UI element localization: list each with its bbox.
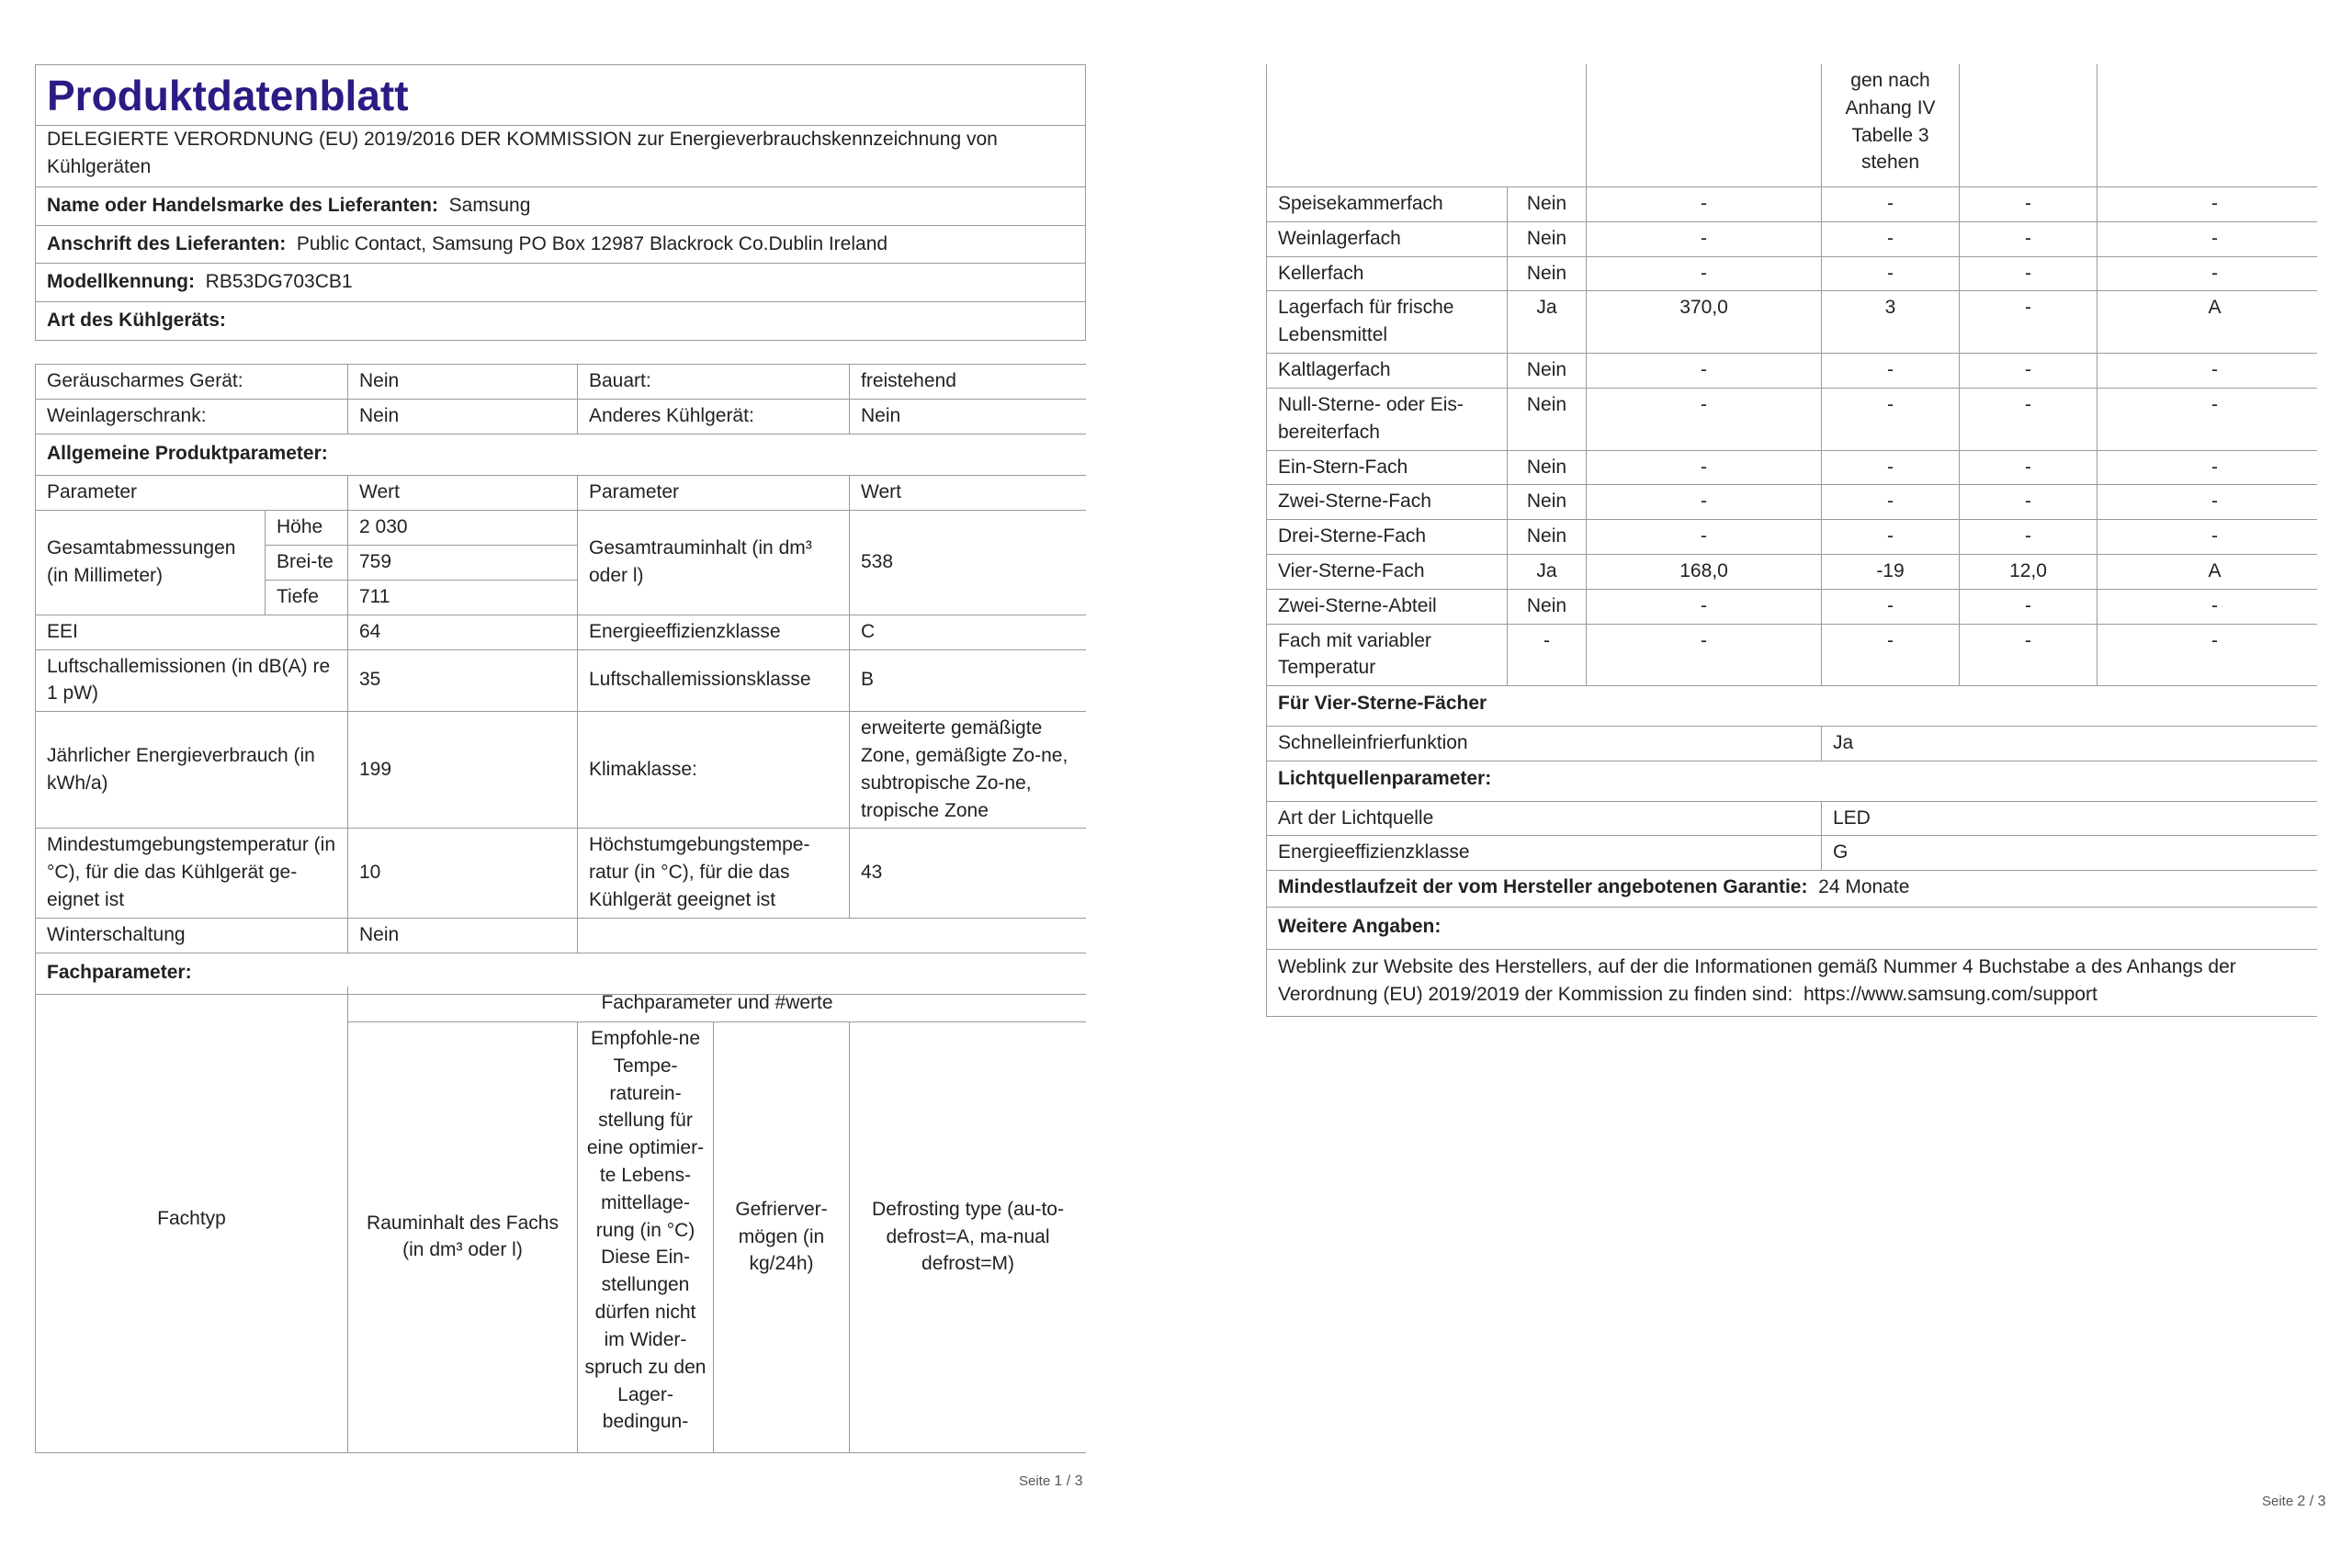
warranty-value: 24 Monate [1818, 876, 1910, 898]
depth-label: Tiefe [266, 580, 348, 615]
compartment-temp: -19 [1822, 554, 1960, 589]
compartment-name: Lagerfach für frische Lebensmittel [1267, 291, 1508, 354]
compartment-freeze: - [1960, 520, 2098, 555]
noise-class-label: Luftschallemissionsklasse [578, 649, 850, 712]
compartment-volume: 168,0 [1587, 554, 1822, 589]
compartment-name: Speisekammerfach [1267, 187, 1508, 222]
compartment-defrost: - [2098, 520, 2318, 555]
compartment-defrost: - [2098, 388, 2318, 450]
compartment-freeze: - [1960, 354, 2098, 389]
table-row [1267, 801, 2318, 836]
col-compartment-type: Fachtyp [36, 987, 348, 1453]
compartment-volume: - [1587, 624, 1822, 686]
eei-value: 64 [348, 615, 578, 649]
compartment-row [1267, 624, 2318, 686]
fast-freeze-label: Schnelleinfrierfunktion [1267, 727, 1822, 761]
min-temp-value: 10 [348, 829, 578, 918]
winter-value: Nein [348, 918, 578, 953]
general-params-table [35, 364, 1086, 995]
page-title: Produktdatenblatt [36, 65, 1085, 126]
compartment-temp: - [1822, 589, 1960, 624]
address-row [36, 226, 1085, 265]
compartment-temp: 3 [1822, 291, 1960, 354]
noise-label: Luftschallemissionen (in dB(A) re 1 pW) [36, 649, 348, 712]
empty-cell [2098, 64, 2318, 187]
max-temp-label: Höchstumgebungstempe-ratur (in °C), für die das Kühlgerät geeignet ist [578, 829, 850, 918]
address-value: Public Contact, Samsung PO Box 12987 Blackrock Co.Dublin Ireland [296, 232, 888, 254]
model-value: RB53DG703CB1 [205, 271, 353, 293]
empty-cell [1960, 64, 2098, 187]
compartment-freeze: 12,0 [1960, 554, 2098, 589]
compartment-temp: - [1822, 256, 1960, 291]
table-row [1267, 908, 2318, 950]
light-type-value: LED [1822, 801, 2318, 836]
compartment-temp: - [1822, 520, 1960, 555]
compartment-temp: - [1822, 388, 1960, 450]
compartment-row [1267, 221, 2318, 256]
compartment-defrost: - [2098, 450, 2318, 485]
table-row [1267, 686, 2318, 726]
weblink-text: Weblink zur Website des Herstellers, auf der die Informationen gemäß Nummer 4 Buchstabe a des Anhangs der Verordnung (EU) 2019/2019 der Kommission zu finden sind: [1278, 955, 2236, 1005]
noise-value: 35 [348, 649, 578, 712]
compartment-defrost: - [2098, 187, 2318, 222]
compartment-name: Ein-Stern-Fach [1267, 450, 1508, 485]
compartment-volume: 370,0 [1587, 291, 1822, 354]
table-row [1267, 64, 2318, 187]
four-star-heading: Für Vier-Sterne-Fächer [1267, 686, 2318, 726]
table-row [36, 365, 1087, 400]
col-recommended-temp: Empfohle-ne Tempe-raturein-stellung für eine optimier-te Lebens-mittellage-rung (in °C) Diese Ein-stellungen dürfen nicht im Wider-spruch zu den Lager-bedingun- [578, 1021, 714, 1452]
max-temp-value: 43 [850, 829, 1087, 918]
col-defrost-type: Defrosting type (au-to-defrost=A, ma-nual defrost=M) [850, 1021, 1087, 1452]
compartment-table-continued [1266, 64, 2317, 1017]
volume-value: 538 [850, 511, 1087, 615]
compartment-name: Drei-Sterne-Fach [1267, 520, 1508, 555]
compartment-defrost: - [2098, 354, 2318, 389]
supplier-row [36, 187, 1085, 226]
compartment-temp: - [1822, 485, 1960, 520]
header-value-1: Wert [348, 476, 578, 511]
compartment-group-header: Fachparameter und #werte [348, 987, 1087, 1021]
light-type-label: Art der Lichtquelle [1267, 801, 1822, 836]
light-source-heading: Lichtquellenparameter: [1267, 761, 2318, 801]
climate-class-value: erweiterte gemäßigte Zone, gemäßigte Zo-ne, subtropische Zo-ne, tropische Zone [850, 712, 1087, 829]
compartment-name: Kaltlagerfach [1267, 354, 1508, 389]
more-info-heading: Weitere Angaben: [1267, 908, 2318, 950]
light-class-value: G [1822, 836, 2318, 871]
compartment-freeze: - [1960, 256, 2098, 291]
compartment-freeze: - [1960, 388, 2098, 450]
compartment-row [1267, 187, 2318, 222]
empty-cell [1587, 64, 1822, 187]
depth-value: 711 [348, 580, 578, 615]
compartment-freeze: - [1960, 291, 2098, 354]
header-value-2: Wert [850, 476, 1087, 511]
compartment-row [1267, 450, 2318, 485]
table-row [1267, 949, 2318, 1016]
compartment-freeze: - [1960, 221, 2098, 256]
compartment-params-heading: Fachparameter: [36, 953, 1087, 995]
table-row [36, 615, 1087, 649]
compartment-name: Vier-Sterne-Fach [1267, 554, 1508, 589]
table-row [36, 918, 1087, 953]
compartment-header-table [35, 987, 1086, 1461]
compartment-volume: - [1587, 221, 1822, 256]
header-parameter-2: Parameter [578, 476, 850, 511]
eei-label: EEI [36, 615, 348, 649]
compartment-row [1267, 388, 2318, 450]
table-row [36, 434, 1087, 476]
compartment-freeze: - [1960, 450, 2098, 485]
compartment-defrost: - [2098, 589, 2318, 624]
col-volume: Rauminhalt des Fachs (in dm³ oder l) [348, 1021, 578, 1452]
compartment-volume: - [1587, 450, 1822, 485]
table-row [36, 987, 1087, 1021]
compartment-present: Nein [1508, 589, 1587, 624]
table-row [1267, 836, 2318, 871]
width-label: Brei-te [266, 546, 348, 581]
table-row [1267, 871, 2318, 908]
energy-class-label: Energieeffizienzklasse [578, 615, 850, 649]
compartment-volume: - [1587, 485, 1822, 520]
compartment-volume: - [1587, 187, 1822, 222]
compartment-defrost: - [2098, 624, 2318, 686]
table-row [36, 511, 1087, 546]
compartment-temp: - [1822, 187, 1960, 222]
compartment-present: Ja [1508, 554, 1587, 589]
compartment-present: Nein [1508, 221, 1587, 256]
compartment-present: Nein [1508, 187, 1587, 222]
compartment-freeze: - [1960, 589, 2098, 624]
compartment-temp: - [1822, 450, 1960, 485]
compartment-present: Nein [1508, 520, 1587, 555]
compartment-temp: - [1822, 354, 1960, 389]
compartment-volume: - [1587, 589, 1822, 624]
compartment-volume: - [1587, 354, 1822, 389]
annual-energy-value: 199 [348, 712, 578, 829]
compartment-defrost: - [2098, 485, 2318, 520]
table-row [36, 399, 1087, 434]
compartment-row [1267, 354, 2318, 389]
compartment-name: Zwei-Sterne-Fach [1267, 485, 1508, 520]
compartment-volume: - [1587, 388, 1822, 450]
compartment-defrost: - [2098, 256, 2318, 291]
table-row [36, 829, 1087, 918]
light-class-label: Energieeffizienzklasse [1267, 836, 1822, 871]
col-freezing-capacity: Gefrierver-mögen (in kg/24h) [714, 1021, 850, 1452]
compartment-freeze: - [1960, 187, 2098, 222]
table-row [36, 649, 1087, 712]
general-params-heading: Allgemeine Produktparameter: [36, 434, 1087, 476]
header-box [35, 64, 1086, 341]
climate-class-label: Klimaklasse: [578, 712, 850, 829]
table-row [1267, 761, 2318, 801]
warranty-row [1267, 871, 2318, 908]
compartment-name: Zwei-Sterne-Abteil [1267, 589, 1508, 624]
min-temp-label: Mindestumgebungstemperatur (in °C), für die das Kühlgerät ge-eignet ist [36, 829, 348, 918]
page-number-1: Seite 1 / 3 [1019, 1473, 1083, 1489]
winter-label: Winterschaltung [36, 918, 348, 953]
model-label: Modellkennung: [47, 271, 195, 293]
regulation-text: DELEGIERTE VERORDNUNG (EU) 2019/2016 DER KOMMISSION zur Energieverbrauchskennzeichnung von Kühlgeräten [36, 126, 1085, 187]
address-label: Anschrift des Lieferanten: [47, 232, 287, 254]
header-parameter-1: Parameter [36, 476, 348, 511]
table-row [36, 476, 1087, 511]
compartment-temp: - [1822, 221, 1960, 256]
compartment-defrost: A [2098, 291, 2318, 354]
fast-freeze-value: Ja [1822, 727, 2318, 761]
compartment-defrost: A [2098, 554, 2318, 589]
page-number-2: Seite 2 / 3 [2262, 1494, 2326, 1509]
warranty-label: Mindestlaufzeit der vom Hersteller angebotenen Garantie: [1278, 876, 1808, 898]
height-label: Höhe [266, 511, 348, 546]
compartment-name: Null-Sterne- oder Eis-bereiterfach [1267, 388, 1508, 450]
table-row [36, 712, 1087, 829]
model-row [36, 264, 1085, 302]
compartment-row [1267, 520, 2318, 555]
compartment-row [1267, 485, 2318, 520]
compartment-name: Kellerfach [1267, 256, 1508, 291]
compartment-name: Fach mit variabler Temperatur [1267, 624, 1508, 686]
design-label: Bauart: [578, 365, 850, 400]
weblink-url[interactable]: https://www.samsung.com/support [1804, 983, 2098, 1005]
compartment-name: Weinlagerfach [1267, 221, 1508, 256]
wine-value: Nein [348, 399, 578, 434]
compartment-row [1267, 291, 2318, 354]
appliance-type-heading: Art des Kühlgeräts: [47, 310, 226, 332]
compartment-present: Nein [1508, 256, 1587, 291]
supplier-label: Name oder Handelsmarke des Lieferanten: [47, 194, 438, 216]
supplier-value: Samsung [448, 194, 531, 216]
wine-label: Weinlagerschrank: [36, 399, 348, 434]
compartment-present: Nein [1508, 450, 1587, 485]
dimensions-label: Gesamtabmessungen (in Millimeter) [36, 511, 266, 615]
compartment-freeze: - [1960, 624, 2098, 686]
weblink-row [1267, 949, 2318, 1016]
empty-cell [1267, 64, 1587, 187]
other-label: Anderes Kühlgerät: [578, 399, 850, 434]
volume-label: Gesamtrauminhalt (in dm³ oder l) [578, 511, 850, 615]
col-recommended-temp-continued: gen nach Anhang IV Tabelle 3 stehen [1822, 64, 1960, 187]
compartment-volume: - [1587, 520, 1822, 555]
compartment-volume: - [1587, 256, 1822, 291]
compartment-freeze: - [1960, 485, 2098, 520]
annual-energy-label: Jährlicher Energieverbrauch (in kWh/a) [36, 712, 348, 829]
other-value: Nein [850, 399, 1087, 434]
noise-class-value: B [850, 649, 1087, 712]
height-value: 2 030 [348, 511, 578, 546]
compartment-present: Ja [1508, 291, 1587, 354]
empty-cell [578, 918, 1087, 953]
compartment-defrost: - [2098, 221, 2318, 256]
compartment-temp: - [1822, 624, 1960, 686]
compartment-present: Nein [1508, 354, 1587, 389]
compartment-row [1267, 589, 2318, 624]
table-row [1267, 727, 2318, 761]
low-noise-label: Geräuscharmes Gerät: [36, 365, 348, 400]
low-noise-value: Nein [348, 365, 578, 400]
compartment-present: - [1508, 624, 1587, 686]
compartment-present: Nein [1508, 388, 1587, 450]
compartment-row [1267, 256, 2318, 291]
energy-class-value: C [850, 615, 1087, 649]
width-value: 759 [348, 546, 578, 581]
compartment-row [1267, 554, 2318, 589]
design-value: freistehend [850, 365, 1087, 400]
compartment-present: Nein [1508, 485, 1587, 520]
